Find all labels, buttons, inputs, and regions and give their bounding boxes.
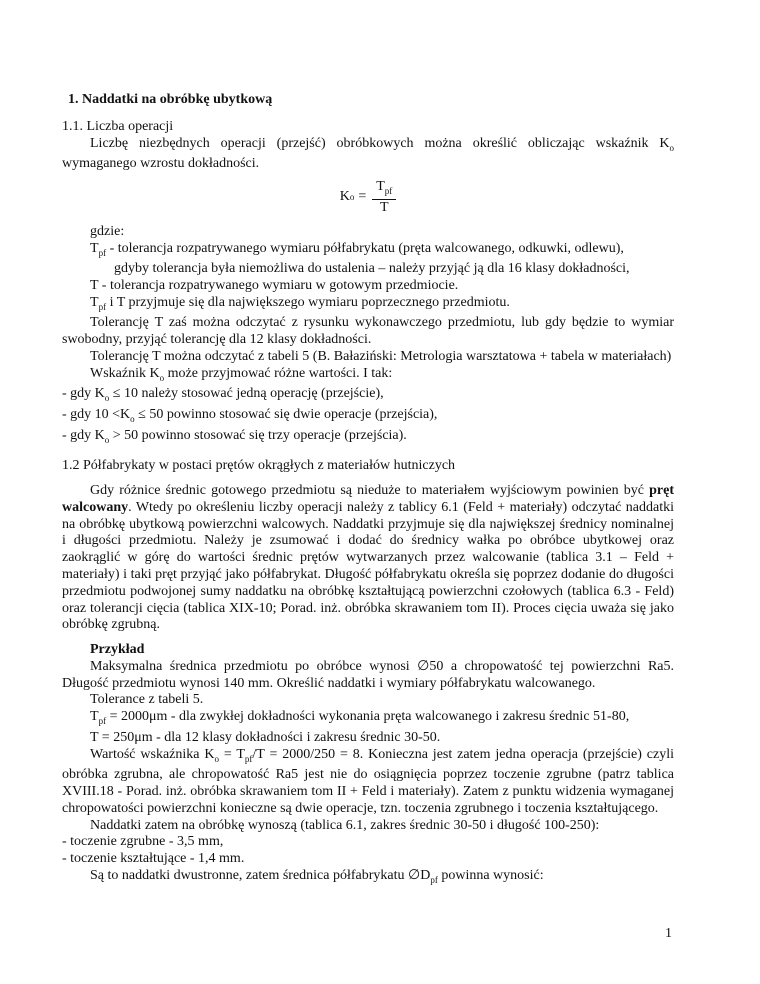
example-t-value: T = 250μm - dla 12 klasy dokładności i zakresu średnic 30-50. (90, 729, 441, 745)
case-item: - gdy $10 <K_o \le 50$ powinno stosować się dwie operacje (przejścia), (62, 406, 438, 424)
example-paragraph-1: Maksymalna średnica przedmiotu po obróbce wynosi ∅50 a chropowatość tej powierzchni Ra5. Długość przedmiotu wynosi 140 mm. Określić naddatki i wymiary półfabrykatu walcowanego. (62, 658, 674, 691)
tpf-t-note: $T_{pf}$ i T przyjmuje się dla największego wymiaru poprzecznego przedmiotu. (90, 294, 510, 312)
allowance-item: - toczenie kształtujące - 1,4 mm. (62, 851, 245, 867)
t-definition: T - tolerancja rozpatrywanego wymiaru w gotowym przedmiocie. (90, 277, 459, 293)
subsection-heading-1-2: 1.2 Półfabrykaty w postaci prętów okrągłych z materiałów hutniczych (62, 458, 456, 474)
bar-paragraph: Gdy różnice średnic gotowego przedmiotu są nieduże to materiałem wyjściowym powinien być pręt walcowany. Wtedy po określeniu liczby operacji należy z tablicy 6.1 (Feld + materiały) odczytać naddatki na obróbkę ubytkową powierzchni walcowych. Naddatki przyjmuje się dla największej średnicy nominalnej i długości przedmiotu. Należy je zsumować i dodać do średnicy wałka po obróbce ubytkowej oraz zaokrąglić w górę do wartości średnic prętów wytwarzanych przez walcowanie (tablica 3.1 – Feld + materiały) i taki pręt przyjąć jako półfabrykat. Długość półfabrykatu określa się poprzez dodanie do długości przedmiotu podwojonej sumy naddatku na obróbkę kształtującą powierzchni czołowych (tablica 6.3 - Feld) oraz tolerancji cięcia (tablica XIX-10; Porad. inż. obróbka skrawaniem tom II). Proces cięcia uważa się jako obróbkę zgrubną. (62, 482, 674, 633)
tpf-definition-cont: gdyby tolerancja była niemożliwa do ustalenia – należy przyjąć ją dla 16 klasy dokładności, (114, 261, 630, 277)
tpf-definition: $T_{pf}$ - tolerancja rozpatrywanego wymiaru półfabrykatu (pręta walcowanego, odkuwki, odlewu), (90, 240, 624, 258)
example-ko-paragraph: Wartość wskaźnika $K_o = T_{pf}/T = 2000/250 = 8$. Konieczna jest zatem jedna operacja (przejście) czyli obróbka zgrubna, ale chropowatość Ra5 jest nie do osiągnięcia poprzez toczenie zgrubne (patrz tablica XVIII.18 - Porad. inż. obróbka skrawaniem tom II + Feld i materiały). Zatem z punktu widzenia wymaganej chropowatości powierzchni konieczne są dwie operacje, tzn. toczenia zgrubnego i toczenia kształtującego. (62, 746, 674, 816)
tolerance-note-2: Tolerancję T można odczytać z tabeli 5 (B. Bałaziński: Metrologia warsztatowa + tabela w materiałach) (90, 348, 672, 364)
ko-formula: K o = $\frac{T_{pf}}{T}$ (62, 179, 674, 216)
page-number: 1 (665, 926, 672, 941)
section-title: 1. Naddatki na obróbkę ubytkową (68, 92, 273, 107)
document-page (62, 92, 674, 889)
example-tolerances-label: Tolerance z tabeli 5. (90, 692, 204, 708)
gdzie-label: gdzie: (90, 223, 125, 239)
tolerance-note-1: Tolerancję T zaś można odczytać z rysunku wykonawczego przedmiotu, lub gdy będzie to wymiar swobodny, przyjąć tolerancję dla 12 klasy dokładności. (62, 315, 674, 348)
case-item: - gdy $K_o \le 10$ należy stosować jedną operację (przejście), (62, 386, 384, 404)
ko-intro: Wskaźnik $K_o$ może przyjmować różne wartości. I tak: (90, 365, 393, 383)
example-final-sentence: Są to naddatki dwustronne, zatem średnica półfabrykatu $\emptyset D_{pf}$ powinna wynosić: (90, 868, 544, 885)
case-item: - gdy $K_o > 50$ powinno stosować się trzy operacje (przejścia). (62, 427, 407, 445)
intro-paragraph: Liczbę niezbędnych operacji (przejść) obróbkowych można określić obliczając wskaźnik $K_o$ wymaganego wzrostu dokładności. (62, 135, 674, 172)
formula-fraction: $\frac{T_{pf}}{T}$ (372, 179, 396, 216)
example-tpf-value: $T_{pf} = 2000\mu m$ - dla zwykłej dokładności wykonania pręta walcowanego i zakresu średnic 51-80, (90, 709, 630, 727)
allowance-item: - toczenie zgrubne - 3,5 mm, (62, 834, 224, 850)
example-allowances-intro: Naddatki zatem na obróbkę wynoszą (tablica 6.1, zakres średnic 30-50 i długość 100-250): (90, 817, 600, 833)
example-heading: Przykład (90, 642, 145, 658)
subsection-heading-1-1: 1.1. Liczba operacji (62, 118, 174, 134)
